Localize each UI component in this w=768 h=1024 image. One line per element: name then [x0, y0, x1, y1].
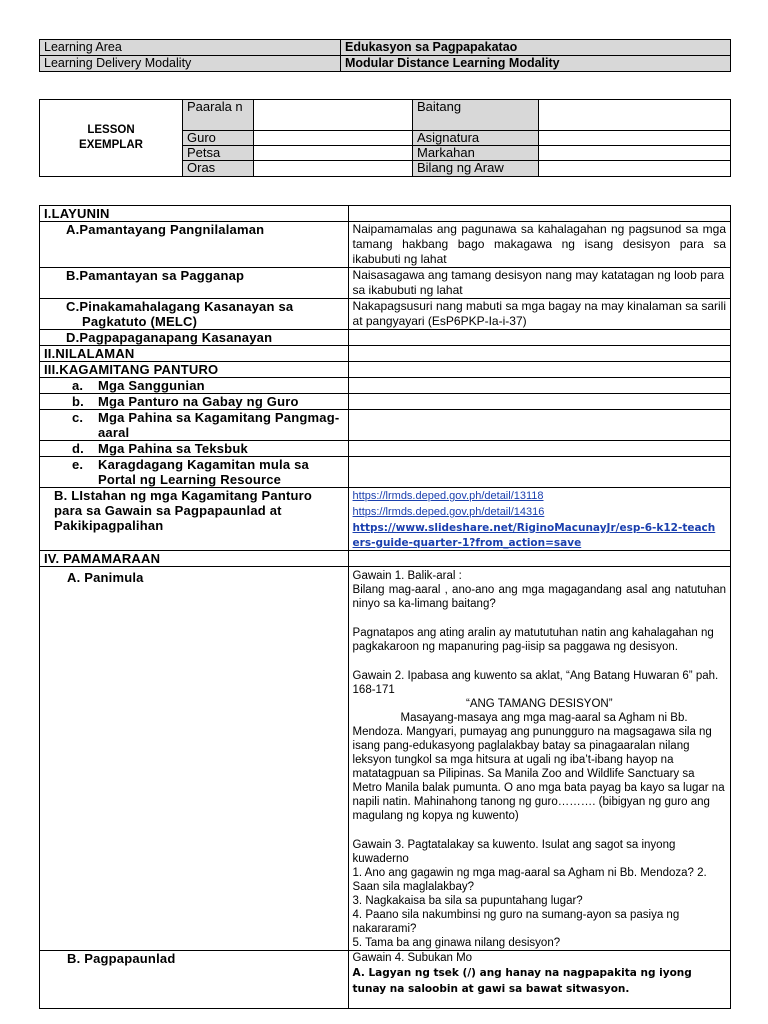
question-4: 4. Paano sila nakumbinsi ng guro na sumang-ayon sa pasiya ng nakararami? — [352, 909, 680, 935]
gawain4-text: A. Lagyan ng tsek (/) ang hanay na nagpapakita ng iyong tunay na saloobin at gawi sa bawat sitwasyon. — [352, 967, 692, 995]
item-text: Mga Sanggunian — [98, 378, 205, 393]
quarter-label: Markahan — [413, 146, 539, 161]
question-1: 1. Ano ang gagawin ng mga mag-aaral sa Agham ni Bb. Mendoza? 2. Saan sila maglalakbay? — [352, 867, 707, 893]
date-label: Petsa — [183, 146, 254, 161]
school-label: Paarala n — [183, 100, 254, 131]
story-text: Masayang-masaya ang mga mag-aaral sa Agham ni Bb. Mendoza. Mangyari, pumayag ang punungguro na magsagawa sila ng isang pang-edukasyong paglalakbay batay sa pinagaaralan nilang leksyon tungkol sa mga hitsura at ugali ng iba’t-ibang hayop na matatagpuan sa Pilipinas. Sa Manila Zoo and Wildlife Sanctuary sa Metro Manila balak pumunta. O ano mga bata payag ba kayo sa lugar na napili natin. Mahinahong tanong ng guro………. (bibigyan ng guro ang magulang ng kopya ng kuwento) — [352, 712, 725, 822]
time-value[interactable] — [254, 161, 413, 177]
item-text: Mga Panturo na Gabay ng Guro — [98, 394, 299, 409]
lesson-exemplar-table — [39, 99, 731, 177]
lesson-title-line2: EXEMPLAR — [79, 139, 143, 151]
content-standard-text: A.Pamantayang Pangnilalaman — [66, 222, 265, 237]
lesson-plan-table — [39, 205, 731, 1009]
pamamaraan-heading: IV. PAMAMARAAN — [40, 551, 349, 567]
days-label: Bilang ng Araw — [413, 161, 539, 177]
item-mark: d. — [72, 441, 84, 456]
story-title: “ANG TAMANG DESISYON” — [465, 698, 613, 710]
layunin-heading: I.LAYUNIN — [40, 206, 349, 222]
melc-label — [40, 299, 349, 330]
panimula-content — [348, 567, 730, 951]
days-value[interactable] — [539, 161, 731, 177]
lesson-exemplar-title — [40, 100, 183, 177]
learning-area-value: Edukasyon sa Pagpapakatao — [341, 40, 731, 56]
sanggunian-value — [348, 378, 730, 394]
lrmds-link-13118[interactable]: https://lrmds.deped.gov.ph/detail/13118 — [352, 490, 544, 502]
item-mark: a. — [72, 378, 84, 393]
subject-value[interactable] — [539, 131, 731, 146]
teacher-value[interactable] — [254, 131, 413, 146]
subject-label: Asignatura — [413, 131, 539, 146]
pamamaraan-value — [348, 551, 730, 567]
panimula-label: A. Panimula — [40, 567, 349, 951]
modality-value: Modular Distance Learning Modality — [341, 56, 731, 72]
grade-label: Baitang — [413, 100, 539, 131]
enabling-competency-value — [348, 330, 730, 346]
learner-materials-label — [40, 410, 349, 441]
melc-value: Nakapagsusuri nang mabuti sa mga bagay na may kinalaman sa sarili at pangyayari (EsP6PKP-Ia-i-37) — [348, 299, 730, 330]
slideshare-link[interactable]: https://www.slideshare.net/RiginoMacunayJr/esp-6-k12-teachers-guide-quarter-1?from_action=save — [352, 522, 716, 549]
school-value[interactable] — [254, 100, 413, 131]
item-text: Mga Pahina sa Teksbuk — [98, 441, 248, 456]
layunin-value — [348, 206, 730, 222]
melc-label-line2: Pagkatuto (MELC) — [82, 314, 198, 329]
kagamitan-heading: III.KAGAMITANG PANTURO — [40, 362, 349, 378]
content-standard-value: Naipamamalas ang pagunawa sa kahalagahan ng pagsunod sa mga tamang hakbang bago makagawa ng isang desisyon para sa ikabubuti ng lahat — [348, 222, 730, 268]
question-5: 5. Tama ba ang ginawa nilang desisyon? — [352, 937, 561, 949]
lr-portal-value — [348, 457, 730, 488]
teacher-guide-label — [40, 394, 349, 410]
teacher-guide-value — [348, 394, 730, 410]
listahan-label — [40, 488, 349, 551]
learning-area-label: Learning Area — [40, 40, 341, 56]
lr-portal-label — [40, 457, 349, 488]
item-text: Karagdagang Kagamitan mula sa Portal ng Learning Resource — [98, 457, 309, 487]
gawain2-title: Gawain 2. Ipabasa ang kuwento sa aklat, “Ang Batang Huwaran 6” pah. 168-171 — [352, 670, 719, 696]
item-mark: e. — [72, 457, 84, 472]
melc-label-line1: C.Pinakamahalagang Kasanayan sa — [66, 299, 294, 314]
modality-label: Learning Delivery Modality — [40, 56, 341, 72]
textbook-pages-value — [348, 441, 730, 457]
grade-value[interactable] — [539, 100, 731, 131]
textbook-pages-label — [40, 441, 349, 457]
performance-standard-value: Naisasagawa ang tamang desisyon nang may katatagan ng loob para sa ikabubuti ng lahat — [348, 268, 730, 299]
gawain1-title: Gawain 1. Balik-aral : — [352, 570, 462, 582]
learner-materials-value — [348, 410, 730, 441]
nilalaman-heading: II.NILALAMAN — [40, 346, 349, 362]
gawain1-text2: Pagnatapos ang ating aralin ay matututuhan natin ang kahalagahan ng pagkakaroon ng mapanuring pag-iisip sa paggawa ng desisyon. — [352, 627, 714, 653]
question-3: 3. Nagkakaisa ba sila sa pupuntahang lugar? — [352, 895, 583, 907]
gawain4-title: Gawain 4. Subukan Mo — [352, 952, 473, 964]
item-text: Mga Pahina sa Kagamitang Pangmag-aaral — [98, 410, 340, 440]
enabling-competency-label: D.Pagpapaganapang Kasanayan — [40, 330, 349, 346]
teacher-label: Guro — [183, 131, 254, 146]
item-mark: c. — [72, 410, 84, 425]
time-label: Oras — [183, 161, 254, 177]
kagamitan-value — [348, 362, 730, 378]
nilalaman-value — [348, 346, 730, 362]
performance-standard-label: B.Pamantayan sa Pagganap — [40, 268, 349, 299]
listahan-text: B. LIstahan ng mga Kagamitang Panturo para sa Gawain sa Pagpapaunlad at Pakikipagpalihan — [54, 488, 313, 533]
item-mark: b. — [72, 394, 84, 409]
gawain1-text: Bilang mag-aaral , ano-ano ang mga magagandang asal ang natutuhan ninyo sa ka-limang baitang? — [352, 584, 726, 610]
sanggunian-label — [40, 378, 349, 394]
date-value[interactable] — [254, 146, 413, 161]
header-table — [39, 39, 731, 72]
pagpapaunlad-content — [348, 951, 730, 1009]
content-standard-label — [40, 222, 349, 268]
pagpapaunlad-label: B. Pagpapaunlad — [40, 951, 349, 1009]
quarter-value[interactable] — [539, 146, 731, 161]
lesson-title-line1: LESSON — [87, 124, 135, 136]
gawain3-title: Gawain 3. Pagtatalakay sa kuwento. Isulat ang sagot sa inyong kuwaderno — [352, 839, 676, 865]
lrmds-link-14316[interactable]: https://lrmds.deped.gov.ph/detail/14316 — [352, 506, 545, 518]
listahan-links — [348, 488, 730, 551]
